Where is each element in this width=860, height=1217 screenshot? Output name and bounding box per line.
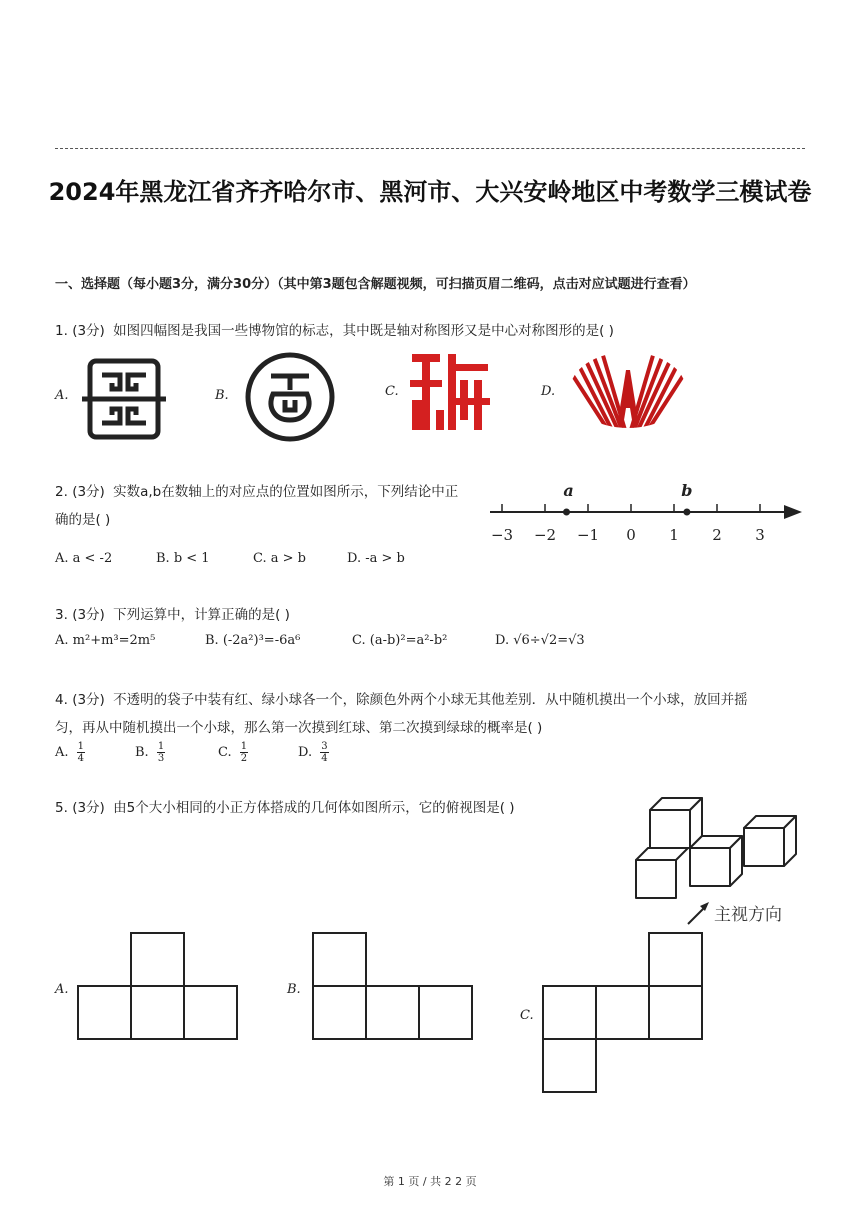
question-5 <box>55 794 515 822</box>
question-text: 由5个大小相同的小正方体搭成的几何体如图所示，它的俯视图是( ) <box>113 800 515 816</box>
question-text: 下列运算中，计算正确的是( ) <box>113 607 290 623</box>
fraction: $\frac{1}{3}$ <box>157 741 165 764</box>
q1-option-a-label: A. <box>55 388 69 403</box>
q1-option-c-logo <box>408 350 492 434</box>
view-direction-label: 主视方向 <box>714 905 782 925</box>
section-heading: 一、选择题（每小题3分，满分30分）（其中第3题包含解题视频，可扫描页眉二维码，点击对应试题进行查看） <box>55 277 696 292</box>
q1-option-b-logo <box>243 350 337 444</box>
question-score: (3分) <box>72 607 105 623</box>
q1-option-c-label: C. <box>385 384 399 399</box>
point-a-label: a <box>563 481 574 500</box>
question-score: (3分) <box>72 484 105 500</box>
question-number: 3. <box>55 607 68 623</box>
q3-option-a: A. m²+m³=2m⁵ <box>55 633 156 648</box>
question-text-line-2: 确的是( ) <box>55 512 111 528</box>
question-score: (3分) <box>72 323 105 339</box>
point-b <box>683 509 690 516</box>
question-2-continued <box>55 506 110 534</box>
question-4-continued <box>55 714 542 742</box>
question-text-line-2: 匀，再从中随机摸出一个小球，那么第一次摸到红球、第二次摸到绿球的概率是( ) <box>55 720 543 736</box>
fraction: $\frac{3}{4}$ <box>321 741 328 764</box>
q5-option-b-grid <box>311 931 475 1043</box>
point-b-label: b <box>681 481 693 500</box>
q1-option-d-logo <box>568 350 688 430</box>
question-number: 2. <box>55 484 68 500</box>
question-number: 5. <box>55 800 68 816</box>
q5-option-c-grid <box>541 931 705 1095</box>
q5-option-b-label: B. <box>287 982 301 997</box>
page-title: 2024年黑龙江省齐齐哈尔市、黑河市、大兴安岭地区中考数学三模试卷 <box>48 178 812 206</box>
tick-label: 3 <box>755 526 765 544</box>
q3-option-b: B. (-2a²)³=-6a⁶ <box>205 633 301 648</box>
fraction: $\frac{1}{2}$ <box>240 741 248 764</box>
question-score: (3分) <box>72 692 105 708</box>
question-1 <box>55 317 614 345</box>
q1-option-a-logo <box>80 355 168 443</box>
tick-label: −2 <box>533 526 557 544</box>
q5-option-a-grid <box>76 931 240 1043</box>
question-2 <box>55 478 458 506</box>
question-text: 如图四幅图是我国一些博物馆的标志，其中既是轴对称图形又是中心对称图形的是( ) <box>113 323 614 339</box>
q4-option-c: C. $\frac{1}{2}$ <box>218 741 248 764</box>
tick-label: −1 <box>576 526 600 544</box>
point-a <box>563 509 570 516</box>
tick-label: −3 <box>490 526 514 544</box>
q2-number-line <box>488 478 808 548</box>
tick-label: 1 <box>669 526 679 544</box>
q4-option-a: A. $\frac{1}{4}$ <box>55 741 85 764</box>
q3-option-c: C. (a-b)²=a²-b² <box>352 633 448 648</box>
q3-option-d: D. √6÷√2=√3 <box>495 633 585 648</box>
q5-option-c-label: C. <box>520 1008 534 1023</box>
q1-option-d-label: D. <box>541 384 556 399</box>
tick-label: 0 <box>626 526 636 544</box>
question-number: 4. <box>55 692 68 708</box>
question-text-line-1: 实数a,b在数轴上的对应点的位置如图所示，下列结论中正 <box>113 484 459 500</box>
tick-label: 2 <box>712 526 722 544</box>
q2-option-c: C. a > b <box>253 551 306 566</box>
q5-solid-figure <box>632 792 807 932</box>
question-text-line-1: 不透明的袋子中装有红、绿小球各一个，除颜色外两个小球无其他差别．从中随机摸出一个小球，放回并摇 <box>113 692 748 708</box>
question-score: (3分) <box>72 800 105 816</box>
question-4 <box>55 686 748 714</box>
q4-option-d: D. $\frac{3}{4}$ <box>298 741 328 764</box>
q5-option-a-label: A. <box>55 982 69 997</box>
q1-option-b-label: B. <box>215 388 229 403</box>
q2-option-d: D. -a > b <box>347 551 405 566</box>
fraction: $\frac{1}{4}$ <box>77 741 85 764</box>
q4-option-b: B. $\frac{1}{3}$ <box>135 741 165 764</box>
page-footer: 第 1 页 / 共 2 2 页 <box>383 1175 477 1188</box>
q2-option-b: B. b < 1 <box>156 551 210 566</box>
q2-option-a: A. a < -2 <box>55 551 113 566</box>
header-divider <box>55 148 805 149</box>
question-3 <box>55 601 290 629</box>
question-number: 1. <box>55 323 68 339</box>
